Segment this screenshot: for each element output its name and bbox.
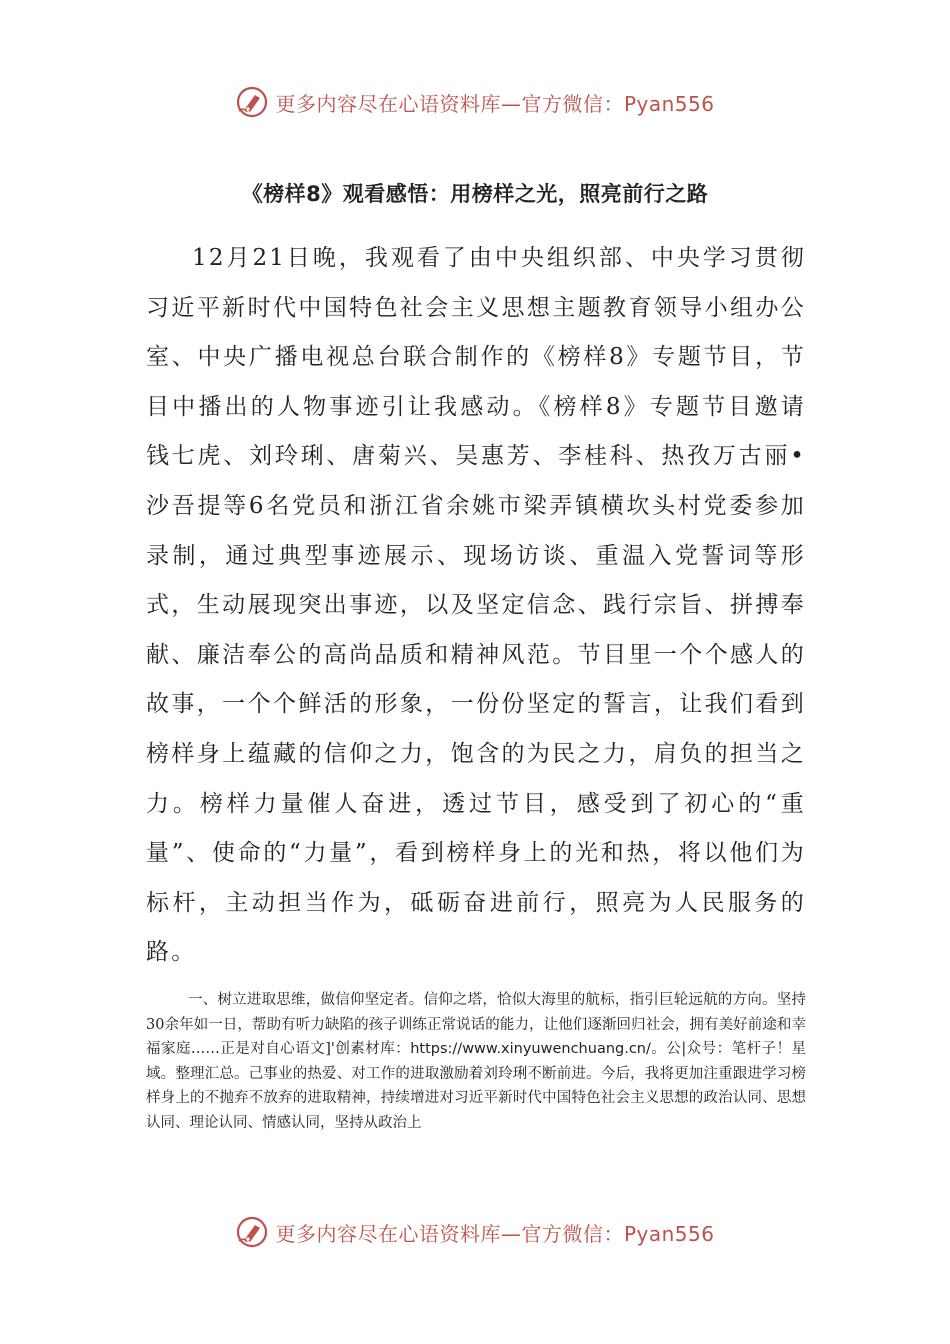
small-paragraph-part-1: 一、树立进取思维，做信仰坚定者。信仰之塔，恰似大海里的航标，指引巨轮远航的方向。坚持30余年如一日，帮助有听力缺陷的孩子训练正常说话的能力，让他们逐渐回归社会，拥有美好前途和幸福家庭……正是对自心语文]'创素材库： — [146, 992, 806, 1058]
source-url: https://www.xinyuwenchuang.cn/ — [410, 1041, 651, 1058]
small-paragraph — [146, 988, 806, 1136]
small-paragraph-part-2: 。公|众号：笔杆子！星域。整理汇总。己事业的热爱、对工作的进取激励着刘玲琍不断前进。今后，我将更加注重跟进学习榜样身上的不抛弃不放弃的进取精神，持续增进对习近平新时代中国特色社会主义思想的政治认同、思想认同、理论认同、情感认同，坚持从政治上 — [146, 1041, 806, 1131]
header-watermark-banner — [0, 82, 950, 122]
pen-nib-circle-icon — [235, 1215, 269, 1249]
pen-nib-circle-icon — [235, 85, 269, 119]
document-title: 《榜样8》观看感悟：用榜样之光，照亮前行之路 — [241, 182, 709, 206]
watermark-text: 更多内容尽在心语资料库—官方微信：Pyan556 — [275, 1221, 715, 1246]
footer-watermark-banner — [0, 1212, 950, 1252]
main-paragraph: 12月21日晚，我观看了由中央组织部、中央学习贯彻习近平新时代中国特色社会主义思想主题教育领导小组办公室、中央广播电视总台联合制作的《榜样8》专题节目，节目中播出的人物事迹引让我感动。《榜样8》专题节目邀请钱七虎、刘玲琍、唐菊兴、吴惠芳、李桂科、热孜万古丽•沙吾提等6名党员和浙江省余姚市梁弄镇横坎头村党委参加录制，通过典型事迹展示、现场访谈、重温入党誓词等形式，生动展现突出事迹，以及坚定信念、践行宗旨、拼搏奉献、廉洁奉公的高尚品质和精神风范。节目里一个个感人的故事，一个个鲜活的形象，一份份坚定的誓言，让我们看到榜样身上蕴藏的信仰之力，饱含的为民之力，肩负的担当之力。榜样力量催人奋进，透过节目，感受到了初心的“重量”、使命的“力量”，看到榜样身上的光和热，将以他们为标杆，主动担当作为，砥砺奋进前行，照亮为人民服务的路。 — [146, 245, 806, 966]
watermark-text: 更多内容尽在心语资料库—官方微信：Pyan556 — [275, 91, 715, 116]
